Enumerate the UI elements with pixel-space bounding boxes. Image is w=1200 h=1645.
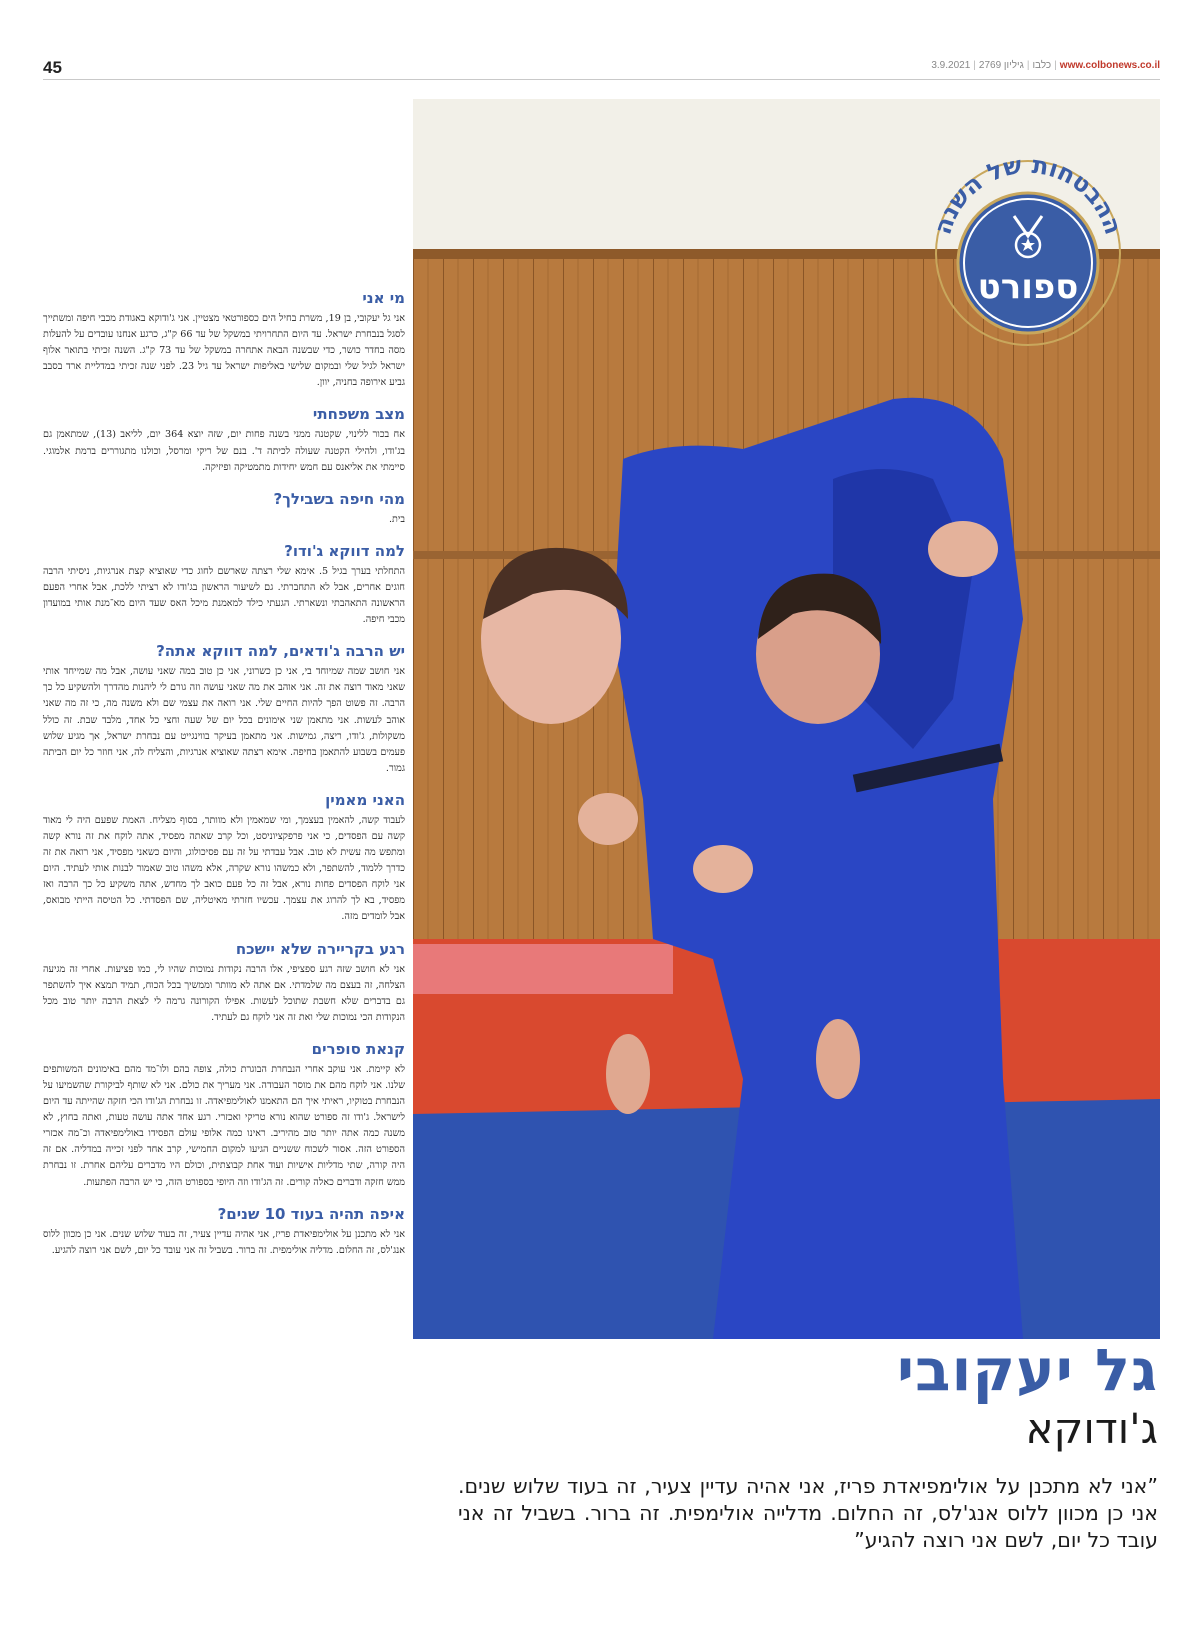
article-section [43,790,405,926]
section-body: אני גל יעקובי, בן 19, משרת בחיל הים כספורטאי מצטיין. אני ג'ודוקא באגודת מכבי חיפה ומשתייך לסגל בנבחרת ישראל. עד היום התחרויתי במשקל של עד 66 ק"ג, כרגע אנחנו עובדים על להעלות מסה בחדר כושר, כדי שבשנה הבאה אתחרה במשקל של עד 73 ק"ג. השנה זכיתי בתואר אלוף ישראל לגיל שלי ובמקום שלישי באליפות ישראל עד גיל 23. לפני שנה זכיתי במדליית ארד בסבב גביע אירופה בחניה, יוון. [43,313,405,389]
article-section [43,1039,405,1191]
athlete-name: גל יעקובי [897,1336,1158,1404]
interview-article [43,288,405,1272]
section-body: אח בכור ללינוי, שקטנה ממני בשנה פחות יום, שזה יוצא 364 יום, לליאב (13), שמתאמן גם בג'ודו, ולהילי הקטנה שעולה לכיתה ד'. בנם של ריקי ומרסל, וכולנו מתגוררים ברמת אלמוגי. סיימתי את אליאנס עם חמש יחידות מתמטיקה ופיזיקה. [43,429,405,473]
section-title: קנאת סופרים [311,1039,405,1058]
page-number: 45 [43,58,62,77]
section-title: האני מאמין [325,790,405,809]
section-title: איפה תהיה בעוד 10 שנים? [217,1204,405,1223]
section-title: מי אני [362,289,405,307]
publication-name: כלבו [1032,60,1052,71]
section-title: יש הרבה ג'ודאים, למה דווקא אתה? [156,642,405,661]
article-section [43,641,405,777]
badge-arc-text: ההבטחות של השנה [928,150,1128,238]
website-link[interactable]: www.colbonews.co.il [1059,60,1160,71]
section-title: מהי חיפה בשבילך? [273,489,405,508]
article-section [43,288,405,391]
article-section [43,404,405,475]
section-body: התחלתי בערך בגיל 5. אימא שלי רצתה שארשם לחוג כדי שאוציא קצת אנרגיות, ניסיתי הרבה חוגים אחרים, אבל לא התחברתי. גם לשיעור הראשון בג'ודו לא רציתי ללכת, אבל אחרי הפעם הראשונה התאהבתי ונשארתי. הגעתי כילד למאמנת מיכל האס שעד היום מא־מנת אותי במועדון מכבי חיפה. [43,565,405,626]
section-title: מצב משפחתי [312,405,405,424]
section-title: רגע בקריירה שלא יישכח [235,939,405,958]
header-divider [43,79,1160,80]
section-body: לעבוד קשה, להאמין בעצמך, ומי שמאמין ולא מוותר, בסוף מצליח. האמת שפעם היה לי מאוד קשה עם הפסדים, כי אני פרפקציוניסט, וכל קרב שאתה מפסיד, אתה לוקח את זה נורא קשה ומתפש מה עשית לא טוב. אבל עבדתי על זה עם פסיכולוג, והיום כשאני מפסיד, אני רואה את זה כדרך ללמוד, להשתפר, ולא כמשהו נורא שקרה, אלא משהו טוב שאמור לבנות אותי לעתיד. היום אני לוקח הפסדים פחות נורא, אבל זה כל פעם כואב לך מחדש, אתה משקיע כל כך הרבה ואז מפסיד, בא לך להרוג את עצמך. עכשיו חזרתי מאיטליה, שם הפסדתי. כל הטיסה הייתי מבואס, אבל לומדים מזה. [43,814,405,923]
issue-number: גיליון 2769 [978,60,1024,71]
sport-badge [918,128,1138,348]
article-section [43,1204,405,1259]
page-header [0,0,1200,82]
badge-label: ספורט [977,267,1079,307]
issue-date: 3.9.2021 [931,60,971,71]
section-body: אני לא מתכנן על אולימפיאדת פריז, אני אהיה עדיין צעיר, זה בעוד שלוש שנים. אני כן מכוון ללוס אנג'לס, זה החלום. מדליה אולימפית. זה ברור. בשביל זה אני עובד כל יום, לשם אני רוצה להגיע. [43,1228,405,1256]
pull-quote: ”אני לא מתכנן על אולימפיאדת פריז, אני אהיה עדיין צעיר, זה בעוד שלוש שנים. אני כן מכוון ללוס אנג'לס, זה החלום. מדלייה אולימפית. זה ברור. בשביל זה אני עובד כל יום, לשם אני רוצה להגיע” [458,1474,1158,1552]
article-section [43,939,405,1026]
article-section [43,541,405,628]
athlete-heading [897,1338,1158,1454]
athlete-sport: ג'ודוקא [1025,1404,1158,1453]
section-body: בית. [388,513,405,525]
publication-info: www.colbonews.co.il|כלבו|גיליון 2769|3.9.2021 [931,60,1160,71]
section-body: אני חושב שמה שמיוחד בי, אני כן כשרוני, אני כן טוב במה שאני עושה, אבל מה שמייחד אותי שאני מאוד רוצה את זה. אני אוהב את מה שאני עושה וזה גורם לי ליהנות מהדרך ולהשקיע כל כך הרבה. זה פשוט הפך להיות החיים שלי. אני רואה את עצמי שם ולא משנה מה, כי זה מה שאני אוהב לעשות. אני מתאמן שני אימונים בכל יום של שעה וחצי כל אחד, מלבד שבת. זה כולל משקולות, ג'ודו, ריצה, גמישות. אני מתאמן בעיקר בווינגייט עם נבחרת ישראל, אך מגיע שלוש פעמים בשבוע להתאמן בחיפה. אימא רצתה שאוציא אנרגיות, והצליח לה, אני חוזר כל יום הביתה גמור. [43,666,405,774]
section-title: למה דווקא ג'ודו? [284,541,405,560]
section-body: לא קיימת. אני עוקב אחרי הנבחרת הבוגרת כולה, צופה בהם ולו־מד מהם באימונים המשותפים שלנו. אני לוקח מהם את מוסר העבודה. אני מעריך את כולם. אני לא שותף לביקורת שהשמיעו על הנבחרת בטוקיו, ראיתי איך הם התאמנו לאולימפיאדה. זו נבחרת הג'ודו הכי חזקה שהייתה עד היום לישראל. ג'ודו זה ספורט שהוא נורא טריקי ואכזרי. רגע אחד אתה עושה טעות, ואתה בחוץ, לא משנה כמה אתה יותר טוב מהיריב. ראינו כמה אלופי עולם הפסידו באולימפיאדה וכ־מה אכזרי הספורט הזה. אסור לשכוח ששניים הגיעו למקום החמישי, קרב אחד לפני זכייה במדליה. אם זה היה קורה, שתי מדליות אישיות ועוד אחת קבוצתית, וכולם היו מדברים עליהם אחרת. זו נבחרת ממש חזקה ודברים כאלה קורים. זה הג'ודו וזה היופי בספורט הזה, כי יש הרבה הפתעות. [43,1063,405,1188]
article-section [43,489,405,528]
section-body: אני לא חושב שזה רגע ספציפי, אלו הרבה נקודות נמוכות שהיו לי, כמו פציעות. אחרי זה מגיעה הצלחה, זה בעצם מה שלמדתי. אם אתה לא מוותר וממשיך בכל הכוח, תמיד תמצא איך להשתפר גם בדברים שלא חשבת שתוכל לעשות. אפילו הקורונה גרמה לי לצאת הרבה יותר טוב מכל הנקודות הכי נמוכות שלי ואת זה אני לוקח גם לעתיד. [43,963,405,1023]
